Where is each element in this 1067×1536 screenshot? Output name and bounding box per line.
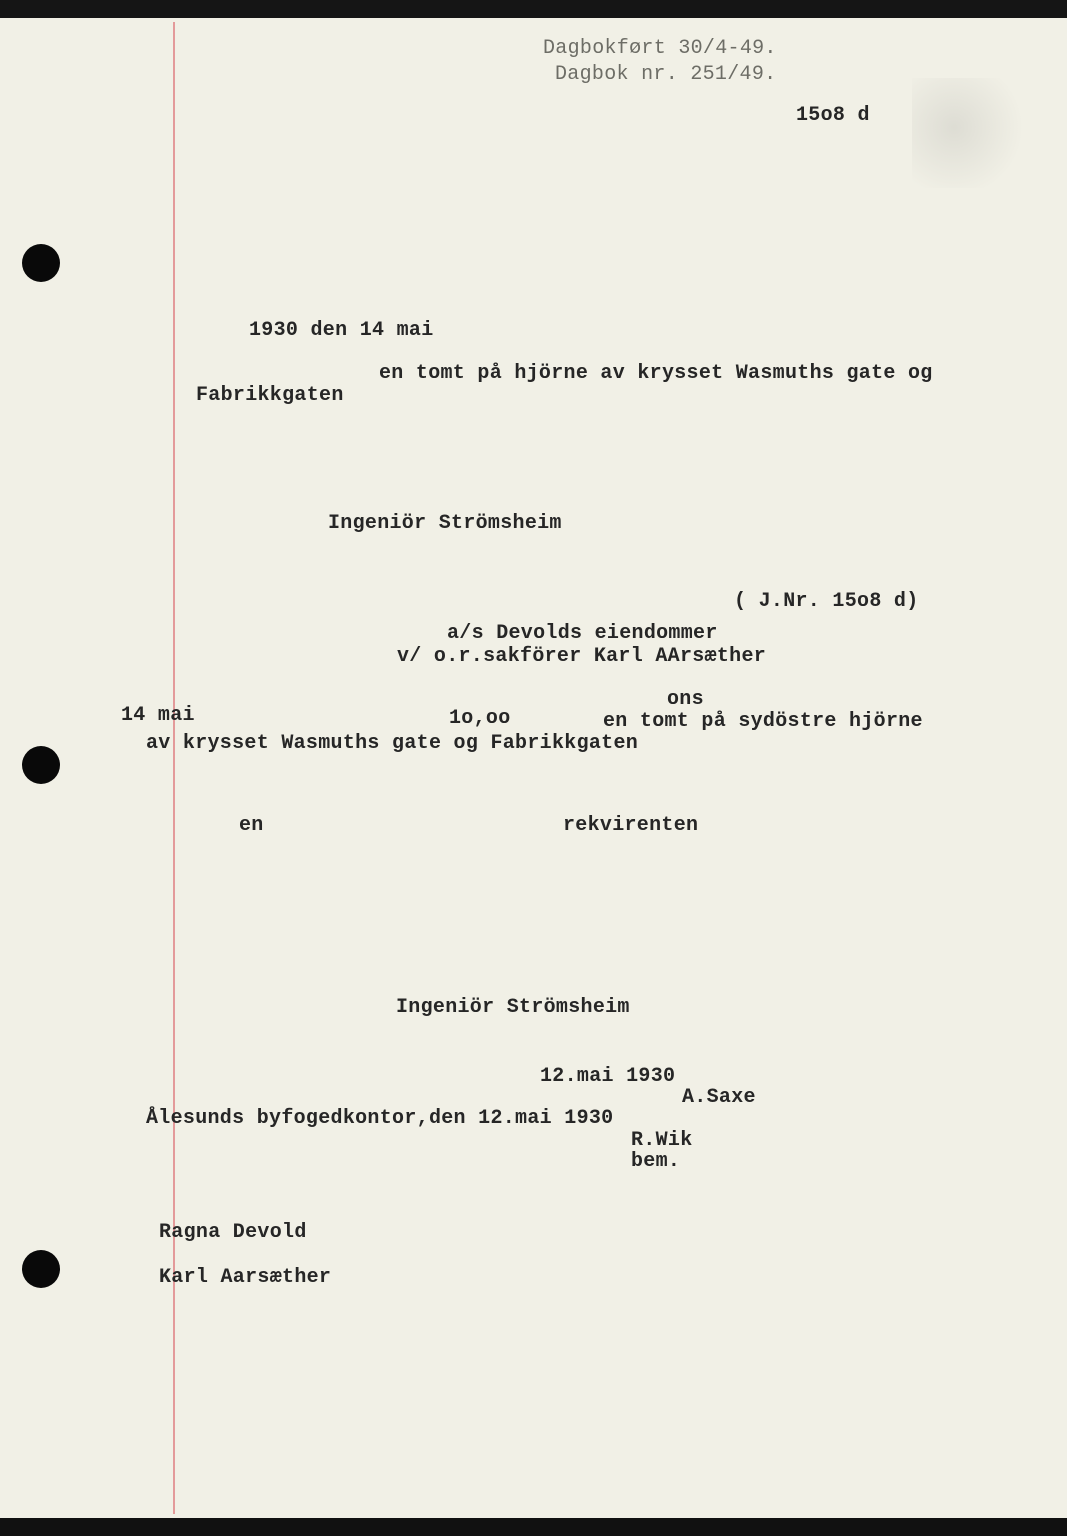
property-line-1: en tomt på hjörne av krysset Wasmuths gate og	[379, 362, 933, 385]
scan-bottom-border	[0, 1518, 1067, 1536]
signed-date: 12.mai 1930	[540, 1065, 676, 1088]
property-description-2: av krysset Wasmuths gate og Fabrikkgaten	[146, 732, 639, 755]
attorney-line: v/ o.r.sakförer Karl AArsæther	[397, 645, 767, 668]
reference-number: 15o8 d	[796, 104, 870, 127]
journal-reference: ( J.Nr. 15o8 d)	[734, 590, 919, 613]
scan-top-border	[0, 0, 1067, 18]
signer-2-note: bem.	[631, 1150, 681, 1173]
punch-hole-top	[22, 244, 60, 282]
punch-hole-bottom	[22, 1250, 60, 1288]
journal-number-note: Dagbok nr. 251/49.	[555, 63, 777, 86]
office-line: Ålesunds byfogedkontor,den 12.mai 1930	[146, 1107, 614, 1130]
margin-line	[173, 22, 175, 1514]
date-line: 1930 den 14 mai	[249, 319, 434, 342]
word-en: en	[239, 814, 264, 837]
property-description-1: en tomt på sydöstre hjörne	[603, 710, 923, 733]
journal-entry-note: Dagbokført 30/4-49.	[543, 37, 777, 60]
ink-smudge	[912, 78, 1032, 188]
date-short: 14 mai	[121, 704, 195, 727]
weekday: ons	[667, 688, 704, 711]
name-ragna-devold: Ragna Devold	[159, 1221, 307, 1244]
name-karl-aarsaether: Karl Aarsæther	[159, 1266, 332, 1289]
time: 1o,oo	[449, 707, 511, 730]
signer-2: R.Wik	[631, 1129, 693, 1152]
signer-1: A.Saxe	[682, 1086, 756, 1109]
engineer-name-2: Ingeniör Strömsheim	[396, 996, 630, 1019]
company-line: a/s Devolds eiendommer	[447, 622, 718, 645]
punch-hole-middle	[22, 746, 60, 784]
property-line-2: Fabrikkgaten	[196, 384, 344, 407]
word-rekvirenten: rekvirenten	[563, 814, 699, 837]
engineer-name-1: Ingeniör Strömsheim	[328, 512, 562, 535]
